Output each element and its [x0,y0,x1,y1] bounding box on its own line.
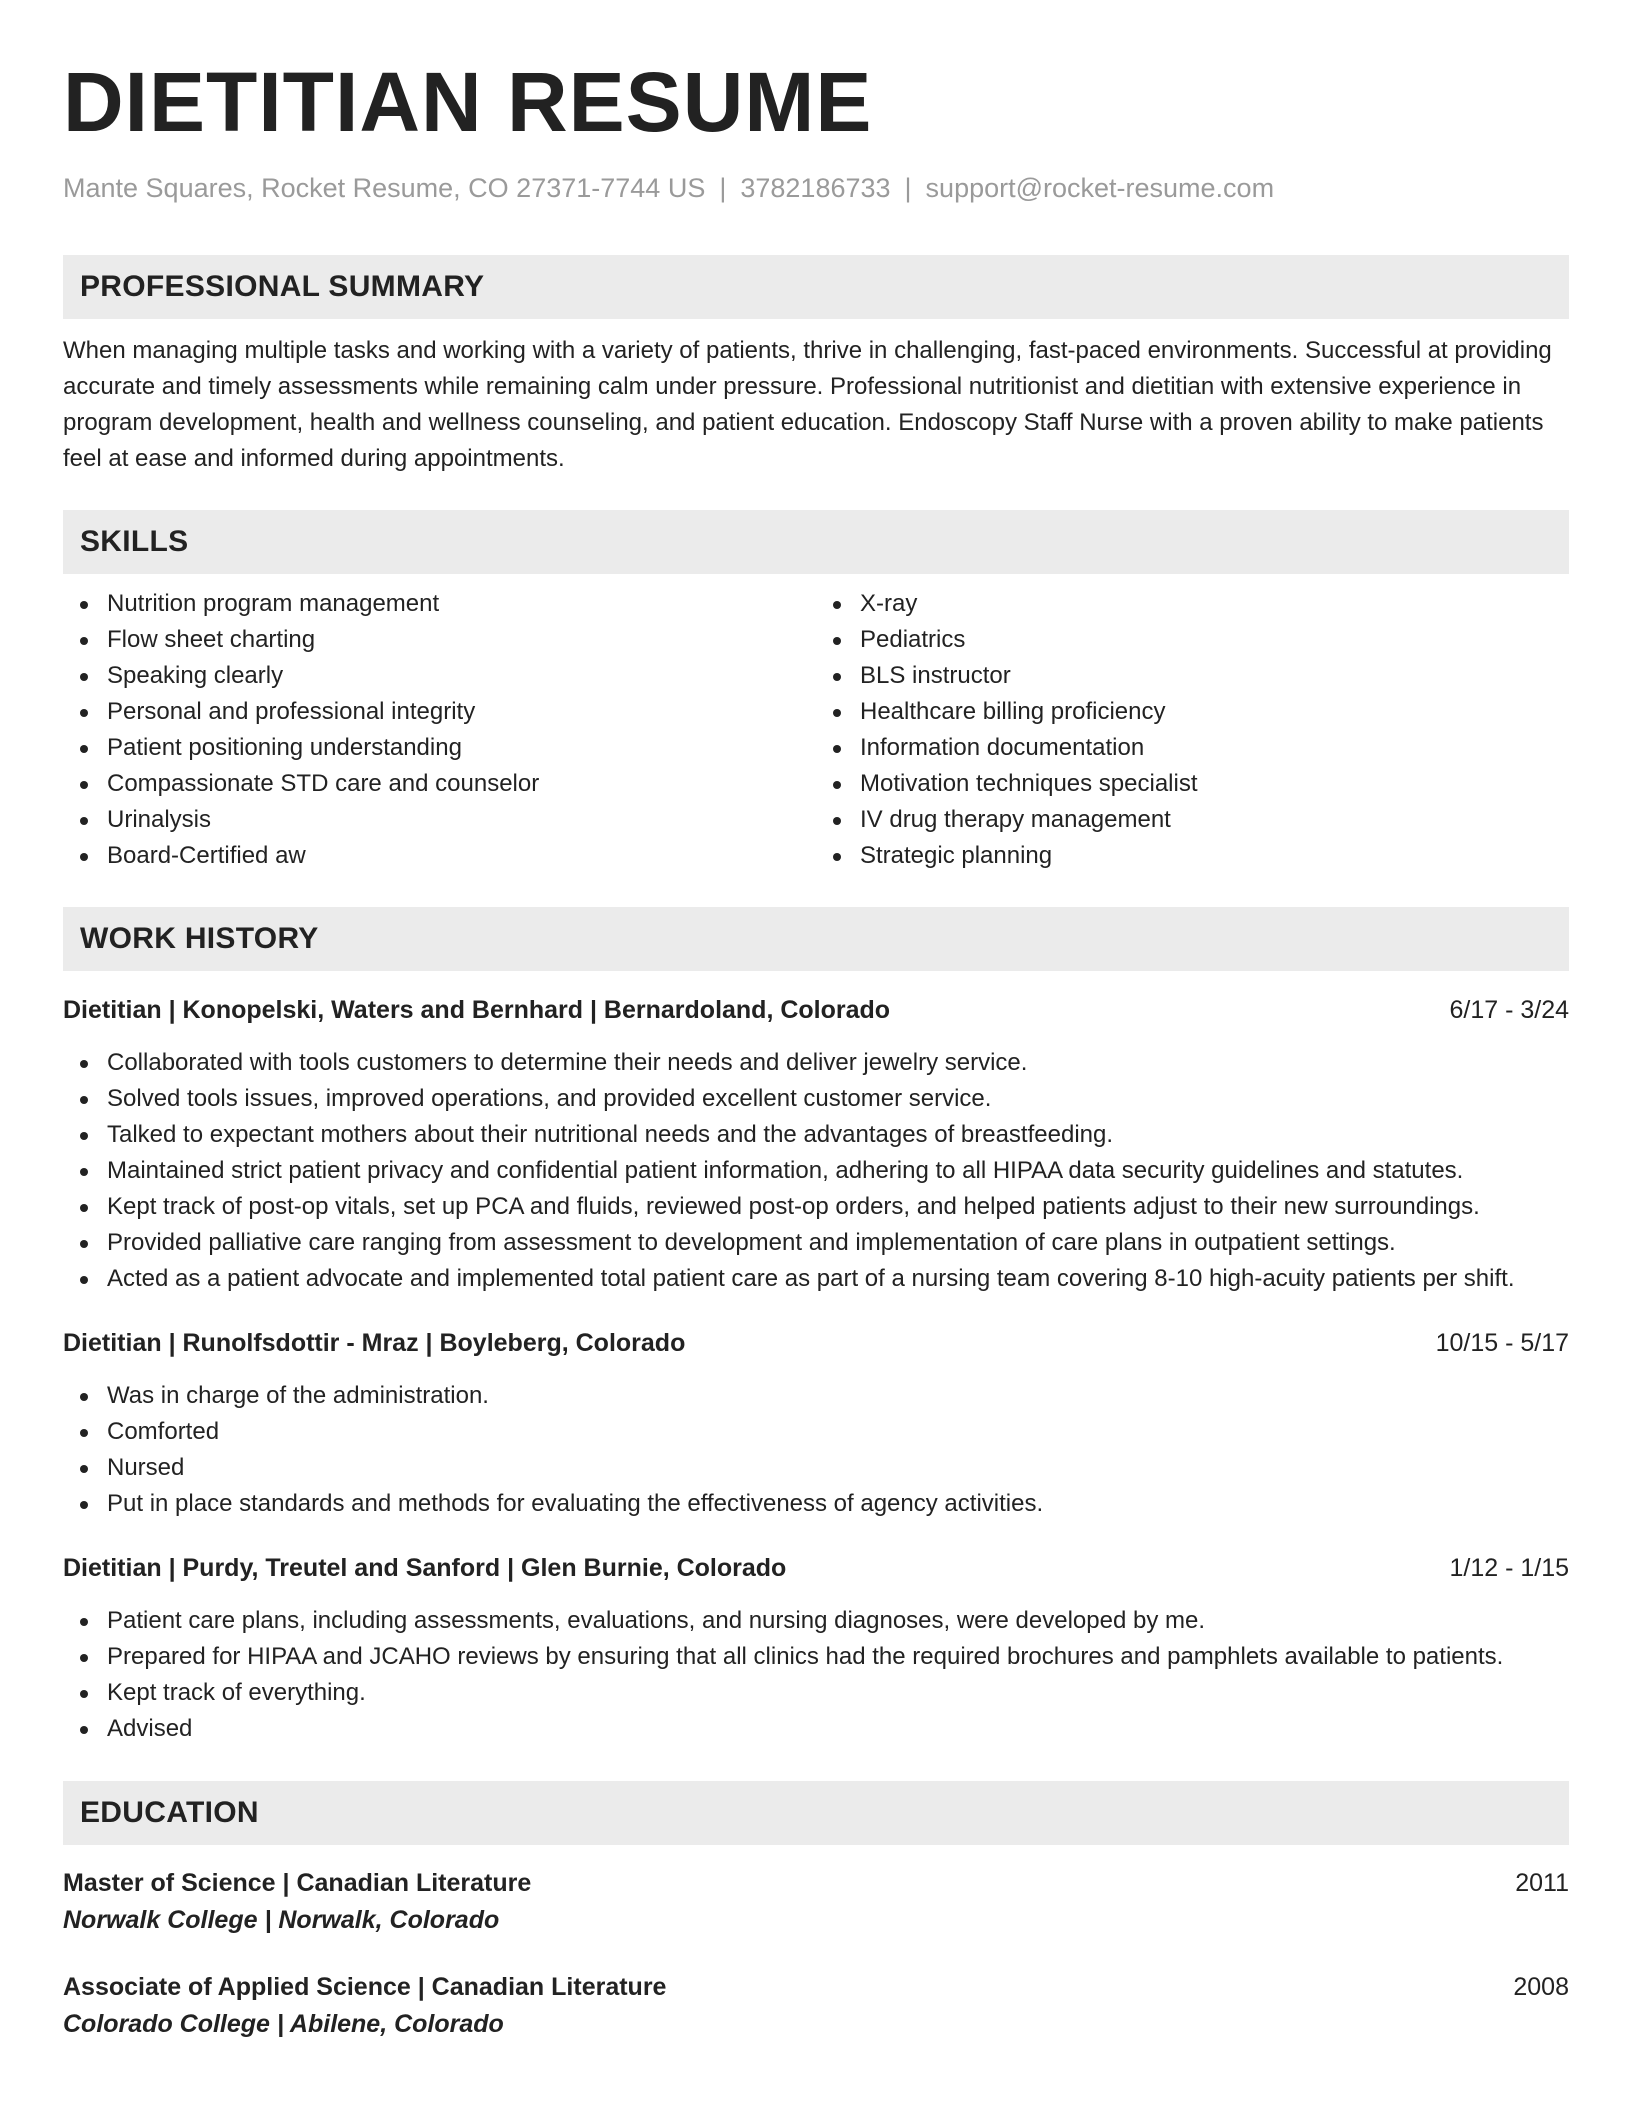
education-header [63,1865,1569,1901]
job-dates: 6/17 - 3/24 [1449,996,1569,1024]
contact-phone: 3782186733 [740,173,891,203]
job-bullets [63,1045,1569,1297]
job-bullet: Put in place standards and methods for evaluating the effectiveness of agency activities. [107,1486,1569,1522]
job-dates: 1/12 - 1/15 [1449,1554,1569,1582]
section-heading-summary: PROFESSIONAL SUMMARY [63,255,1569,319]
contact-line [63,172,1569,204]
skill-item: X-ray [860,586,1569,622]
job-dates: 10/15 - 5/17 [1435,1329,1569,1357]
job-entry [63,993,1569,1297]
resume-name: DIETITIAN RESUME [63,55,873,149]
job-bullets [63,1378,1569,1522]
skills-column-left [63,586,816,874]
job-entry [63,1326,1569,1522]
education-school: Colorado College | Abilene, Colorado [63,2010,504,2038]
job-title: Dietitian | Runolfsdottir - Mraz | Boyleberg, Colorado [63,1329,686,1357]
job-header [63,1326,1569,1360]
job-bullet: Nursed [107,1450,1569,1486]
job-bullet: Patient care plans, including assessments, evaluations, and nursing diagnoses, were developed by me. [107,1603,1569,1639]
job-bullet: Provided palliative care ranging from assessment to development and implementation of care plans in outpatient settings. [107,1225,1569,1261]
job-bullet: Comforted [107,1414,1569,1450]
job-bullet: Solved tools issues, improved operations, and provided excellent customer service. [107,1081,1569,1117]
section-heading-skills: SKILLS [63,510,1569,574]
skill-item: Compassionate STD care and counselor [107,766,816,802]
job-entry [63,1551,1569,1747]
section-heading-education: EDUCATION [63,1781,1569,1845]
section-heading-work-history: WORK HISTORY [63,907,1569,971]
job-title: Dietitian | Konopelski, Waters and Bernhard | Bernardoland, Colorado [63,996,891,1024]
job-bullet: Kept track of post-op vitals, set up PCA and fluids, reviewed post-op orders, and helped patients adjust to their new surroundings. [107,1189,1569,1225]
skill-item: Urinalysis [107,802,816,838]
education-degree: Master of Science | Canadian Literature [63,1869,532,1897]
skill-item: Patient positioning understanding [107,730,816,766]
skill-item: Personal and professional integrity [107,694,816,730]
skill-item: BLS instructor [860,658,1569,694]
job-title: Dietitian | Purdy, Treutel and Sanford | Glen Burnie, Colorado [63,1554,787,1582]
skill-item: Flow sheet charting [107,622,816,658]
job-bullet: Acted as a patient advocate and implemented total patient care as part of a nursing team covering 8-10 high-acuity patients per shift. [107,1261,1569,1297]
contact-separator: | [904,173,912,203]
job-bullet: Collaborated with tools customers to determine their needs and deliver jewelry service. [107,1045,1569,1081]
education-school: Norwalk College | Norwalk, Colorado [63,1906,500,1934]
education-year: 2008 [1513,1973,1569,2001]
job-bullet: Maintained strict patient privacy and confidential patient information, adhering to all HIPAA data security guidelines and statutes. [107,1153,1569,1189]
job-bullet: Kept track of everything. [107,1675,1569,1711]
skill-item: Information documentation [860,730,1569,766]
job-header [63,993,1569,1027]
skill-item: Pediatrics [860,622,1569,658]
job-bullet: Talked to expectant mothers about their nutritional needs and the advantages of breastfeeding. [107,1117,1569,1153]
skills-list [63,586,1569,874]
education-entry [63,1865,1569,1939]
skill-item: Board-Certified aw [107,838,816,874]
skill-item: IV drug therapy management [860,802,1569,838]
job-bullet: Prepared for HIPAA and JCAHO reviews by ensuring that all clinics had the required brochures and pamphlets available to patients. [107,1639,1569,1675]
contact-separator: | [719,173,727,203]
contact-email: support@rocket-resume.com [925,173,1275,203]
education-entry [63,1969,1569,2043]
skills-column-right [816,586,1569,874]
education-degree: Associate of Applied Science | Canadian Literature [63,1973,667,2001]
summary-text: When managing multiple tasks and working with a variety of patients, thrive in challenging, fast-paced environments. Successful at providing accurate and timely assessments while remaining calm under pressure. Professional nutritionist and dietitian with extensive experience in program development, health and wellness counseling, and patient education. Endoscopy Staff Nurse with a proven ability to make patients feel at ease and informed during appointments. [63,337,1552,472]
job-bullet: Advised [107,1711,1569,1747]
job-bullets [63,1603,1569,1747]
job-header [63,1551,1569,1585]
contact-address: Mante Squares, Rocket Resume, CO 27371-7744 US [63,173,706,203]
job-bullet: Was in charge of the administration. [107,1378,1569,1414]
education-year: 2011 [1515,1869,1569,1897]
skill-item: Nutrition program management [107,586,816,622]
skill-item: Speaking clearly [107,658,816,694]
skill-item: Healthcare billing proficiency [860,694,1569,730]
education-header [63,1969,1569,2005]
skill-item: Strategic planning [860,838,1569,874]
skill-item: Motivation techniques specialist [860,766,1569,802]
